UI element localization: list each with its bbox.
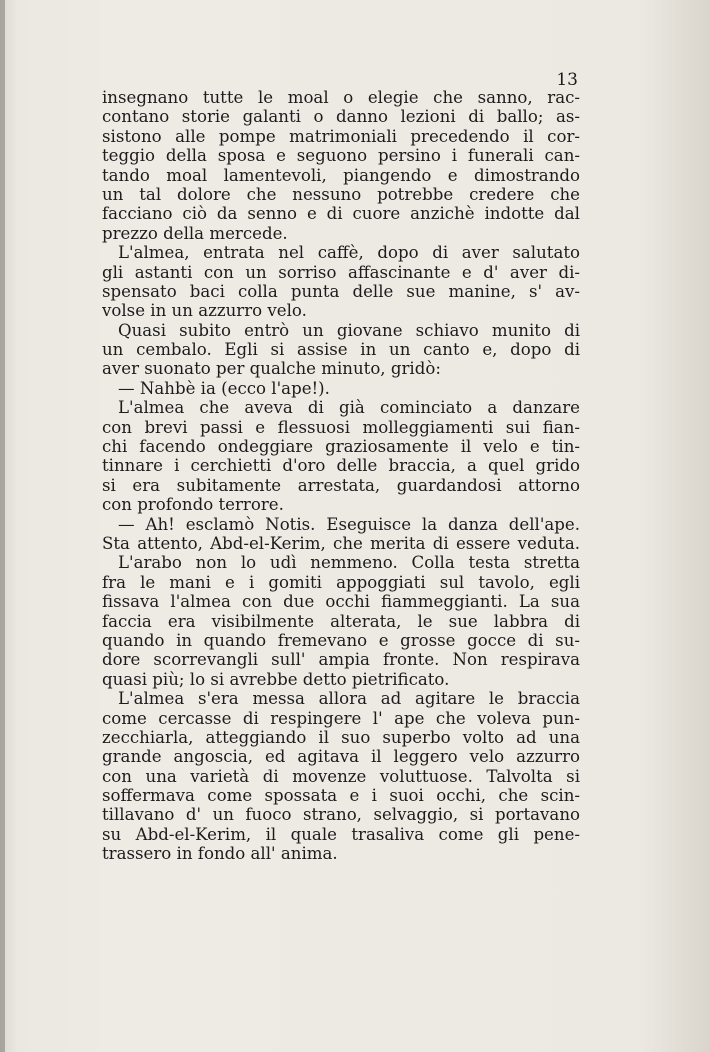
text-line: aver suonato per qualche minuto, gridò: <box>102 359 441 379</box>
text-line: con una varietà di movenze voluttuose. Talvolta si <box>102 766 580 786</box>
text-line: fissava l'almea con due occhi fiammeggianti. La sua <box>102 592 580 612</box>
text-line: facciano ciò da senno e di cuore anzichè indotte dal <box>102 204 580 224</box>
text-line: insegnano tutte le moal o elegie che sanno, rac- <box>102 88 580 107</box>
text-line: L'almea, entrata nel caffè, dopo di aver salutato <box>118 243 580 263</box>
text-line: come cercasse di respingere l' ape che voleva pun- <box>102 708 580 728</box>
page-gutter-edge <box>0 0 5 1052</box>
text-line: quasi più; lo si avrebbe detto pietrificato. <box>102 669 450 689</box>
text-line: faccia era visibilmente alterata, le sue labbra di <box>102 611 580 631</box>
text-line: trassero in fondo all' anima. <box>102 844 338 864</box>
text-line: L'arabo non lo udì nemmeno. Colla testa stretta <box>118 553 580 573</box>
text-line: volse in un azzurro velo. <box>102 301 307 321</box>
text-line: un tal dolore che nessuno potrebbe credere che <box>102 184 580 204</box>
text-line: prezzo della mercede. <box>102 223 288 243</box>
body-text <box>102 88 580 864</box>
text-line: quando in quando fremevano e grosse gocce di su- <box>102 630 580 650</box>
text-line: con profondo terrore. <box>102 495 284 515</box>
text-line: spensato baci colla punta delle sue manine, s' av- <box>102 281 580 301</box>
text-line: chi facendo ondeggiare graziosamente il velo e tin- <box>102 437 580 457</box>
text-line: sistono alle pompe matrimoniali precedendo il cor- <box>102 126 580 146</box>
page-number: 13 <box>556 70 578 90</box>
text-line: fra le mani e i gomiti appoggiati sul tavolo, egli <box>102 572 580 592</box>
text-line: tando moal lamentevoli, piangendo e dimostrando <box>102 165 580 185</box>
text-line: grande angoscia, ed agitava il leggero velo azzurro <box>102 747 580 767</box>
text-line: Sta attento, Abd-el-Kerim, che merita di essere veduta. <box>102 533 580 553</box>
text-line: tinnare i cerchietti d'oro delle braccia, a quel grido <box>102 456 580 476</box>
text-line: Quasi subito entrò un giovane schiavo munito di <box>118 320 580 340</box>
text-line: — Nahbè ia (ecco l'ape!). <box>118 378 330 398</box>
text-line: — Ah! esclamò Notis. Eseguisce la danza dell'ape. <box>118 514 580 534</box>
text-line: contano storie galanti o danno lezioni di ballo; as- <box>102 107 580 127</box>
text-line: zecchiarla, atteggiando il suo superbo volto ad una <box>102 727 580 747</box>
text-line: dore scorrevangli sull' ampia fronte. Non respirava <box>102 650 580 670</box>
text-line: L'almea s'era messa allora ad agitare le braccia <box>118 689 580 709</box>
text-line: L'almea che aveva di già cominciato a danzare <box>118 398 580 418</box>
text-line: tillavano d' un fuoco strano, selvaggio, si portavano <box>102 805 580 825</box>
text-line: un cembalo. Egli si assise in un canto e, dopo di <box>102 340 580 360</box>
text-line: con brevi passi e flessuosi molleggiamenti sui fian- <box>102 417 580 437</box>
text-line: teggio della sposa e seguono persino i funerali can- <box>102 146 580 166</box>
text-line: soffermava come spossata e i suoi occhi, che scin- <box>102 786 580 806</box>
text-line: gli astanti con un sorriso affascinante e d' aver di- <box>102 262 580 282</box>
text-line: su Abd-el-Kerim, il quale trasaliva come gli pene- <box>102 824 580 844</box>
text-line: si era subitamente arrestata, guardandosi attorno <box>102 475 580 495</box>
